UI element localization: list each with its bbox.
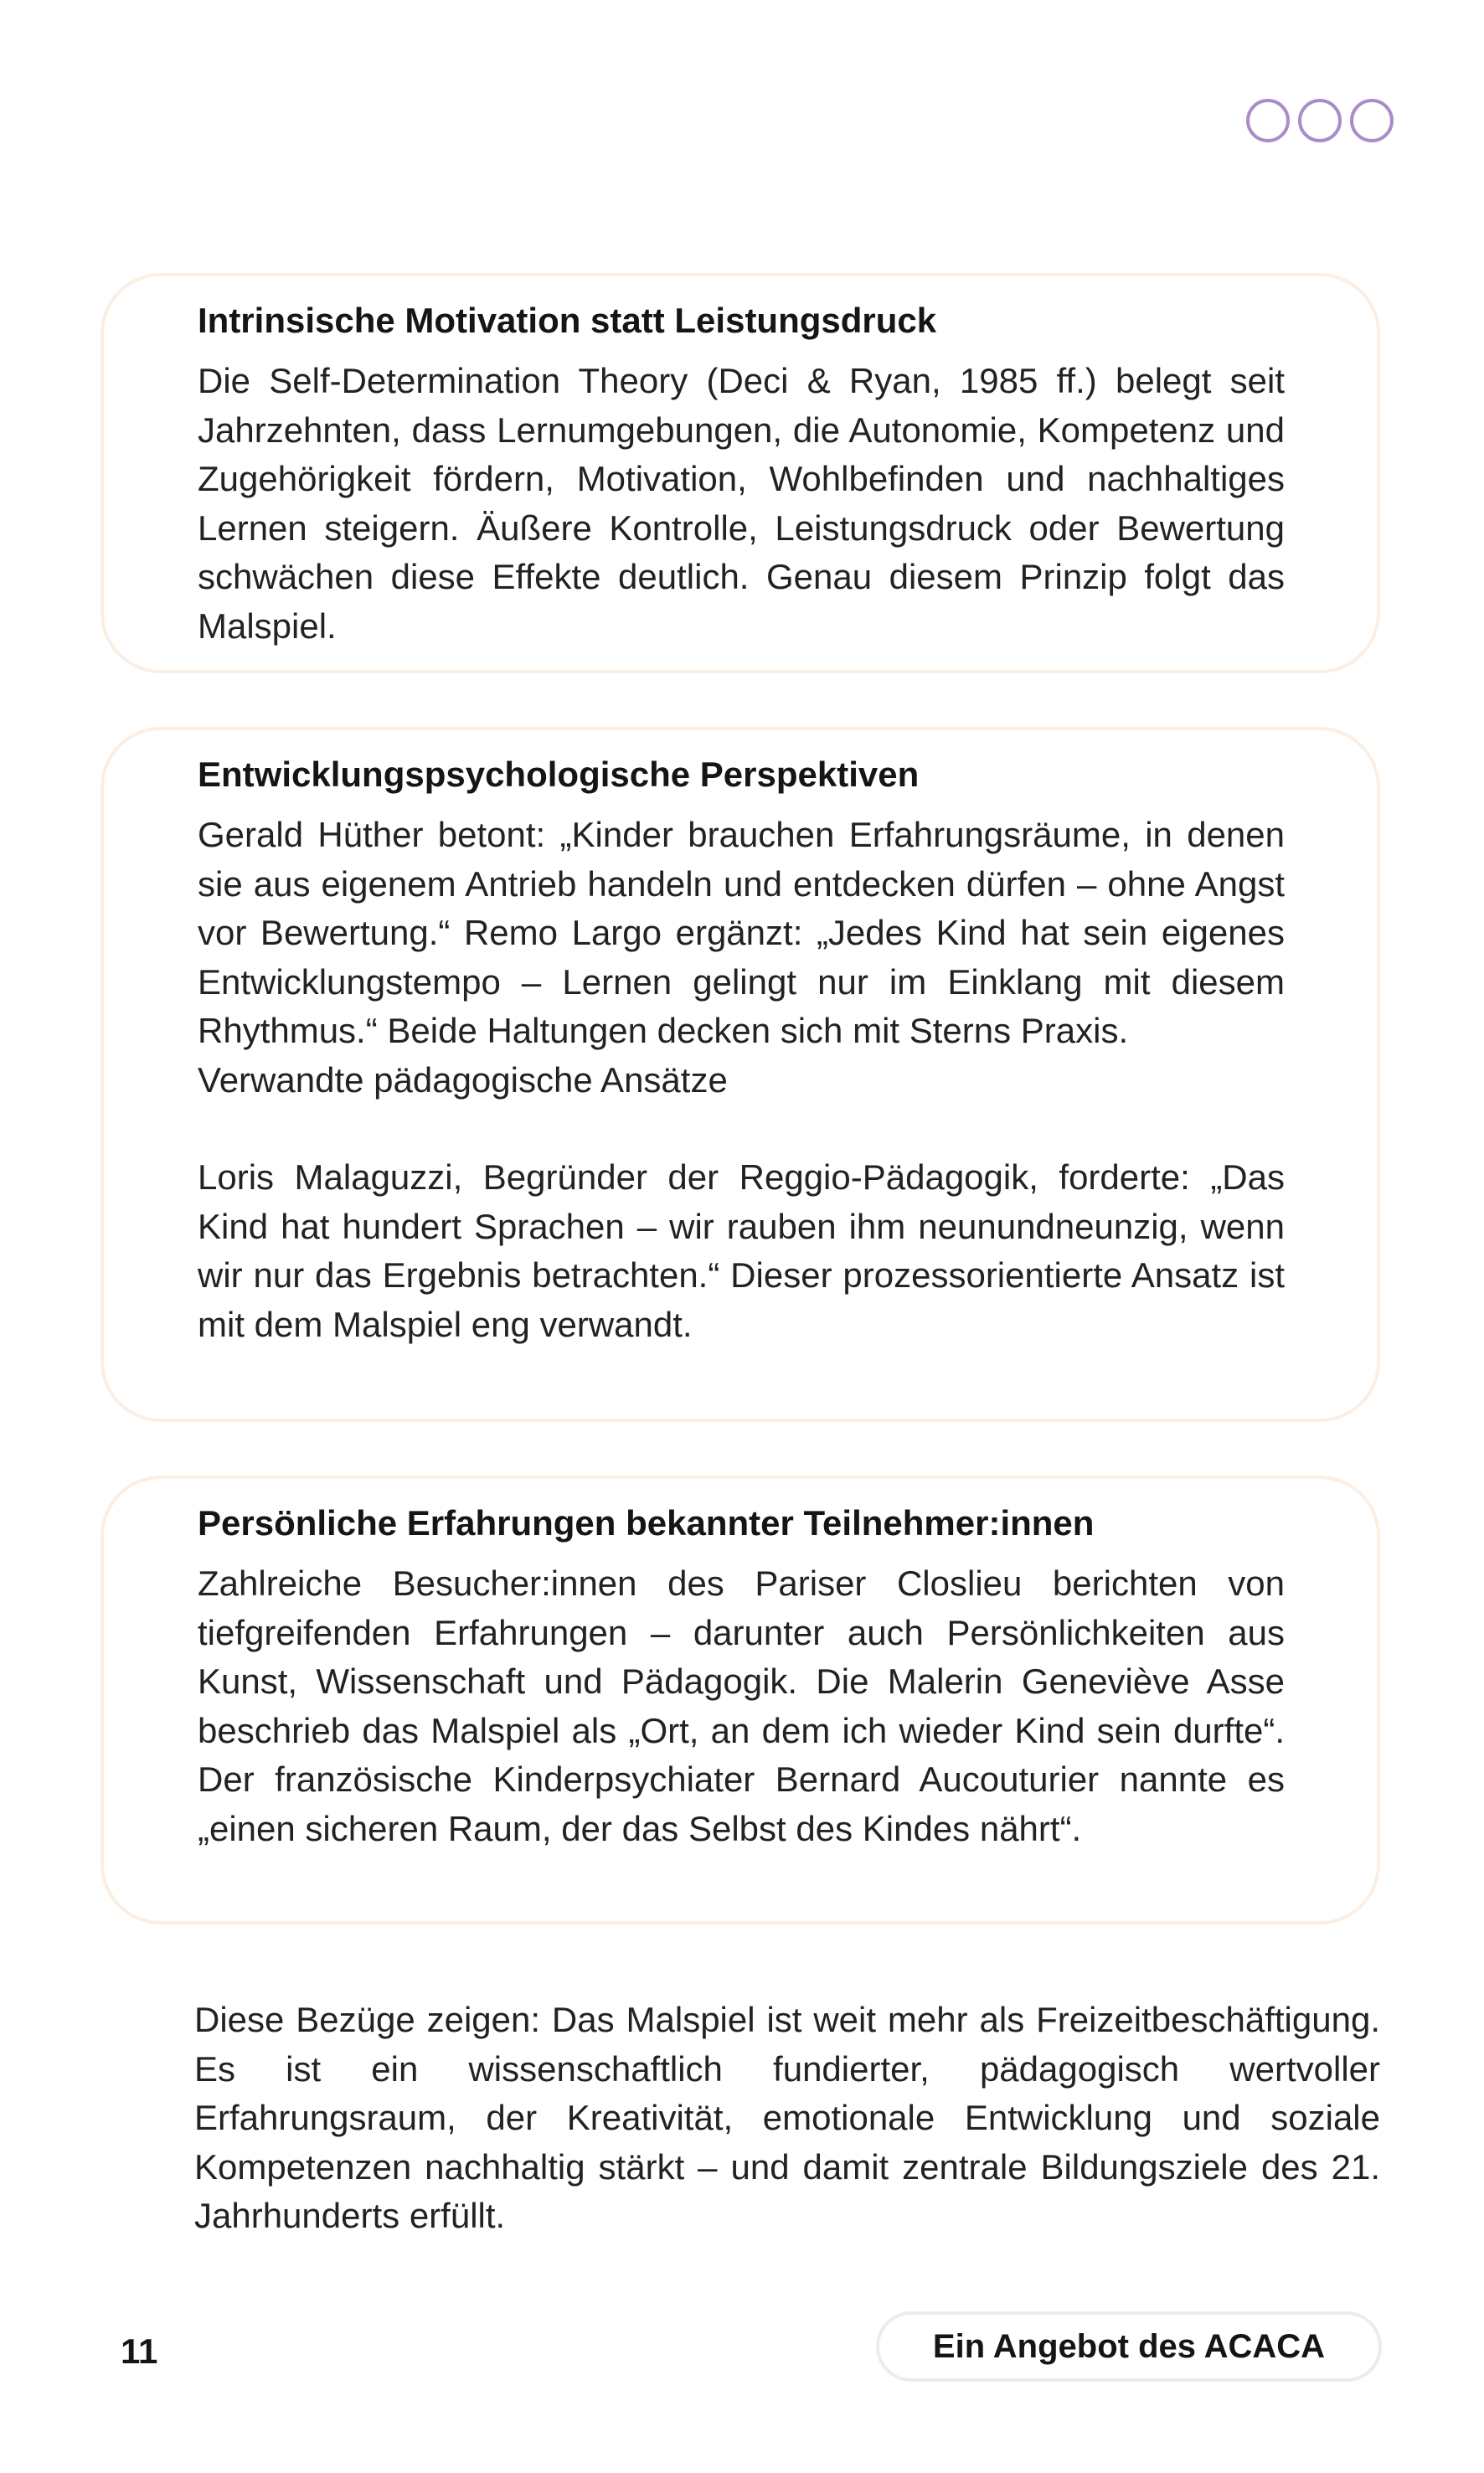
card-title: Intrinsische Motivation statt Leistungsdruck [198, 301, 937, 340]
card-title: Entwicklungspsychologische Perspektiven [198, 755, 920, 794]
card-paragraph: Loris Malaguzzi, Begründer der Reggio-Pädagogik, forderte: „Das Kind hat hundert Sprachen – wir rauben ihm neunundneunzig, wenn wir nur das Ergebnis betrachten.“ Dieser prozessorientierte Ansatz ist mit dem Malspiel eng verwandt. [198, 1157, 1285, 1344]
card-subheading: Verwandte pädagogische Ansätze [198, 1059, 728, 1100]
circle-icon [1246, 99, 1290, 142]
card-developmental-psychology [100, 727, 1380, 1422]
paragraph-spacer [198, 1105, 1285, 1153]
three-outline-circles-icon [1246, 99, 1394, 142]
circle-icon [1350, 99, 1394, 142]
card-paragraph: Die Self-Determination Theory (Deci & Ryan, 1985 ff.) belegt seit Jahrzehnten, dass Lernumgebungen, die Autonomie, Kompetenz und Zugehörigkeit fördern, Motivation, Wohlbefinden und nachhaltiges Lernen steigern. Äußere Kontrolle, Leistungsdruck oder Bewertung schwächen diese Effekte deutlich. Genau diesem Prinzip folgt das Malspiel. [198, 361, 1285, 646]
card-intrinsic-motivation [100, 273, 1380, 673]
card-personal-experiences [100, 1476, 1380, 1924]
page-number: 11 [121, 2331, 158, 2371]
circle-icon [1298, 99, 1342, 142]
card-paragraph: Gerald Hüther betont: „Kinder brauchen Erfahrungsräume, in denen sie aus eigenem Antrieb handeln und entdecken dürfen – ohne Angst vor Bewertung.“ Remo Largo ergänzt: „Jedes Kind hat sein eigenes Entwicklungstempo – Lernen gelingt nur im Einklang mit diesem Rhythmus.“ Beide Haltungen decken sich mit Sterns Praxis. [198, 815, 1285, 1050]
footer-badge: Ein Angebot des ACACA [876, 2311, 1382, 2382]
summary-paragraph: Diese Bezüge zeigen: Das Malspiel ist weit mehr als Freizeitbeschäftigung. Es ist ein wissenschaftlich fundierter, pädagogisch wertvoller Erfahrungsraum, der Kreativität, emotionale Entwicklung und soziale Kompetenzen nachhaltig stärkt – und damit zentrale Bildungsziele des 21. Jahrhunderts erfüllt. [194, 2000, 1380, 2235]
card-title: Persönliche Erfahrungen bekannter Teilnehmer:innen [198, 1503, 1095, 1543]
card-paragraph: Zahlreiche Besucher:innen des Pariser Closlieu berichten von tiefgreifenden Erfahrungen – darunter auch Persönlichkeiten aus Kunst, Wissenschaft und Pädagogik. Die Malerin Geneviève Asse beschrieb das Malspiel als „Ort, an dem ich wieder Kind sein durfte“. Der französische Kinderpsychiater Bernard Aucouturier nannte es „einen sicheren Raum, der das Selbst des Kindes nährt“. [198, 1564, 1285, 1848]
